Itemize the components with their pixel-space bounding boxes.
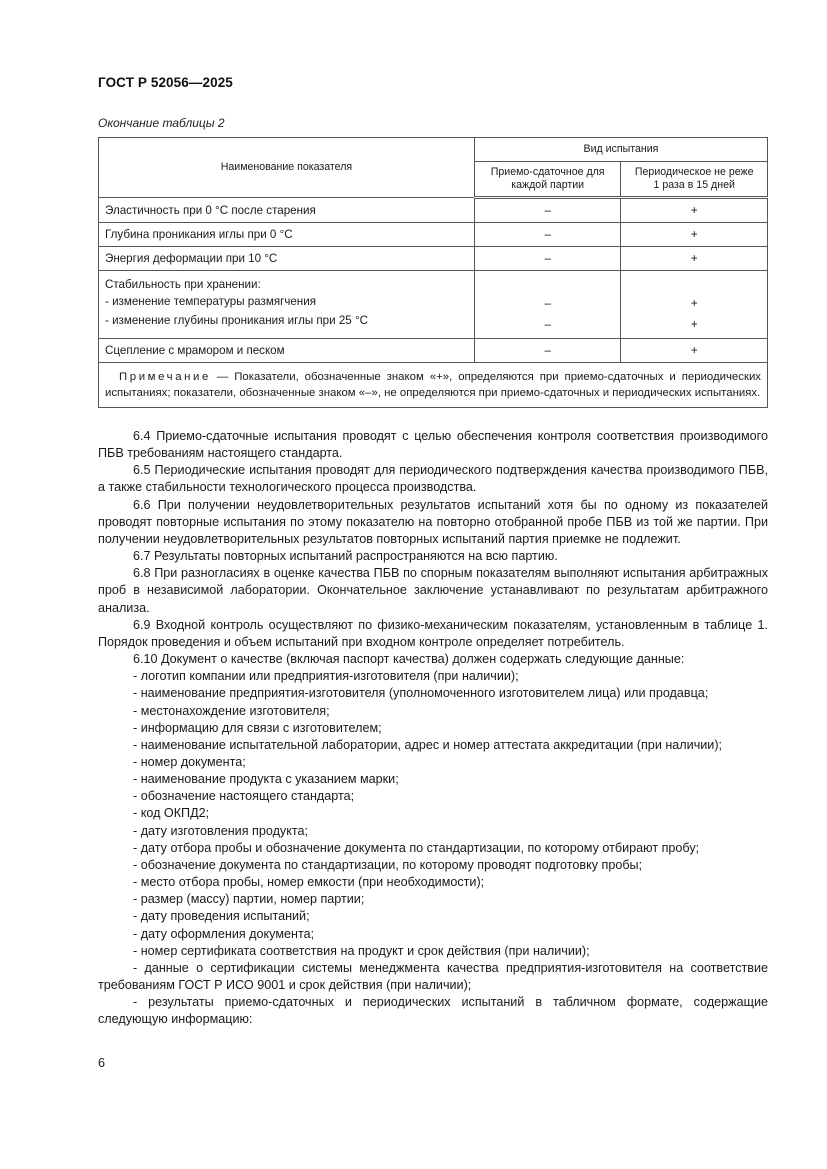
acceptance-marks [474,271,621,339]
list-item: - дату проведения испытаний; [133,909,310,924]
table-row [99,223,768,247]
acceptance-mark: – [474,339,621,363]
clause-6-9: 6.9 Входной контроль осуществляют по физико-механическим показателям, установленным в таблице 1. Порядок проведения и объем испытаний при входном контроле определяет потребитель. [98,617,768,649]
list-item: - обозначение документа по стандартизации, по которому проводят подготовку пробы; [133,857,643,872]
periodic-mark: + [621,198,768,223]
column-header-periodic-line1: Периодическое не реже [634,166,754,178]
column-header-indicator-name: Наименование показателя [99,138,475,198]
list-item: - размер (массу) партии, номер партии; [133,892,365,907]
list-item: - логотип компании или предприятия-изготовителя (при наличии); [133,669,519,684]
clause-6-4: 6.4 Приемо-сдаточные испытания проводят с целью обеспечения контроля соответствия производимого ПБВ требованиям настоящего стандарта. [98,429,768,461]
clause-6-10: 6.10 Документ о качестве (включая паспорт качества) должен содержать следующие данные: [133,652,685,667]
table-header-row [99,138,768,162]
page-number: 6 [98,1056,106,1070]
document-code: ГОСТ Р 52056—2025 [98,75,233,90]
list-item: - информацию для связи с изготовителем; [133,720,382,735]
note-text: — Показатели, обозначенные знаком «+», определяются при приемо-сдаточных и периодических испытаниях; показатели, обозначенные знаком «–», не определяются при приемо-сдаточных и периодических испытаниях. [105,371,761,399]
column-header-acceptance-line2: каждой партии [511,179,585,191]
list-item: - место отбора пробы, номер емкости (при необходимости); [133,875,485,890]
list-item: - дату отбора пробы и обозначение документа по стандартизации, по которому отбирают пробу; [133,840,700,855]
list-item: - дату оформления документа; [133,926,315,941]
list-item: - наименование испытательной лаборатории, адрес и номер аттестата аккредитации (при наличии); [133,737,723,752]
table-row [99,198,768,223]
indicator-name-stability [99,271,475,339]
indicator-name: Эластичность при 0 °С после старения [99,198,475,223]
table-row [99,247,768,271]
table-note [99,363,768,408]
acceptance-mark: – [544,297,551,310]
stability-item: - изменение глубины проникания иглы при 25 °С [105,314,368,327]
periodic-mark: + [690,297,698,310]
indicator-name: Сцепление с мрамором и песком [99,339,475,363]
column-header-periodic [621,162,768,198]
acceptance-mark: – [474,223,621,247]
indicator-name: Энергия деформации при 10 °С [99,247,475,271]
clause-6-7: 6.7 Результаты повторных испытаний распространяются на всю партию. [133,549,558,564]
list-item: - результаты приемо-сдаточных и периодических испытаний в табличном формате, содержащие следующую информацию: [98,995,768,1027]
acceptance-mark: – [474,198,621,223]
note-label: Примечание [119,371,211,383]
list-item: - код ОКПД2; [133,806,210,821]
table-row-stability [99,271,768,339]
list-item: - дату изготовления продукта; [133,823,308,838]
column-header-acceptance-line1: Приемо-сдаточное для [490,166,605,178]
table-row [99,339,768,363]
periodic-mark: + [621,247,768,271]
clause-6-5: 6.5 Периодические испытания проводят для периодического подтверждения качества производимого ПБВ, а также стабильности технологического процесса производства. [98,463,768,495]
column-header-periodic-line2: 1 раза в 15 дней [653,179,735,191]
list-item: - данные о сертификации системы менеджмента качества предприятия-изготовителя на соответствие требованиям ГОСТ Р ИСО 9001 и срок действия (при наличии); [98,960,768,992]
list-item: - номер сертификата соответствия на продукт и срок действия (при наличии); [133,943,590,958]
document-body [98,428,768,1028]
list-item: - обозначение настоящего стандарта; [133,789,355,804]
periodic-mark: + [621,223,768,247]
periodic-marks [621,271,768,339]
column-group-header-test-type: Вид испытания [474,138,767,162]
clause-6-6: 6.6 При получении неудовлетворительных результатов испытаний хотя бы по одному из показателей проводят повторные испытания по этому показателю на повторно отобранной пробе ПБВ из той же партии. При получении неудовлетворительных результатов повторных испытаний партия приемке не подлежит. [98,497,768,546]
stability-item: - изменение температуры размягчения [105,295,316,308]
test-types-table [98,137,768,408]
column-header-acceptance [474,162,621,198]
list-item: - наименование продукта с указанием марки; [133,772,399,787]
periodic-mark: + [690,318,698,331]
table-note-row [99,363,768,408]
list-item: - местонахождение изготовителя; [133,703,330,718]
list-item: - номер документа; [133,754,246,769]
table-caption: Окончание таблицы 2 [98,116,225,130]
stability-title: Стабильность при хранении: [105,278,261,291]
periodic-mark: + [621,339,768,363]
clause-6-8: 6.8 При разногласиях в оценке качества ПБВ по спорным показателям выполняют испытания арбитражных проб в независимой лаборатории. Окончательное заключение устанавливают по результатам арбитражного анализа. [98,566,768,615]
list-item: - наименование предприятия-изготовителя (уполномоченного изготовителем лица) или продавца; [133,686,709,701]
indicator-name: Глубина проникания иглы при 0 °С [99,223,475,247]
acceptance-mark: – [544,318,551,331]
acceptance-mark: – [474,247,621,271]
